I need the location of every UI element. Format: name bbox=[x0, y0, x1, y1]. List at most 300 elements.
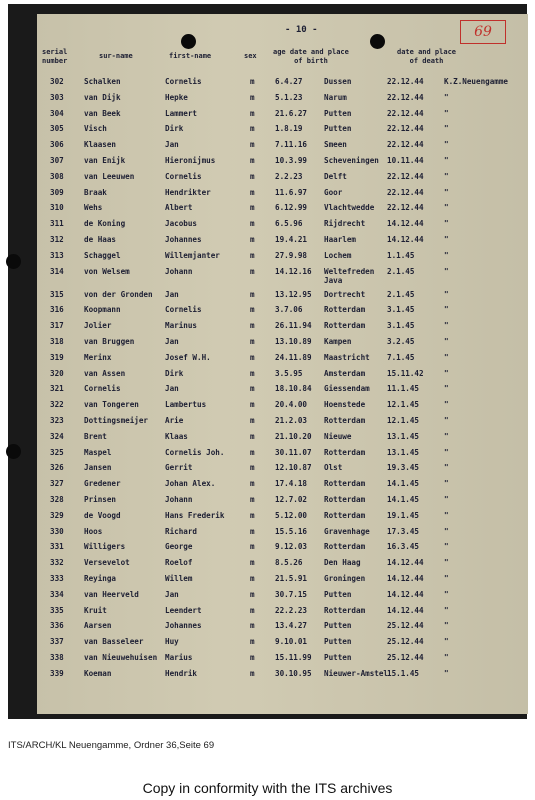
first-name-cell: Lambertus bbox=[165, 400, 207, 410]
birth-place-cell: Vlachtwedde bbox=[324, 203, 375, 213]
surname-cell: Kruit bbox=[84, 605, 107, 615]
death-date-cell: 14.12.44 bbox=[387, 605, 424, 615]
death-place-cell: " bbox=[444, 124, 449, 134]
birth-place-cell: Smeen bbox=[324, 140, 347, 150]
surname-cell: Visch bbox=[84, 124, 107, 134]
death-date-cell: 22.12.44 bbox=[387, 108, 424, 118]
table-row bbox=[37, 266, 528, 285]
death-place-cell: " bbox=[444, 447, 449, 457]
page-number: - 10 - bbox=[285, 25, 318, 35]
table-row bbox=[37, 109, 528, 123]
death-place-cell: " bbox=[444, 416, 449, 425]
birth-place-cell: Maastricht bbox=[324, 352, 370, 362]
birth-date-cell: 2.2.23 bbox=[275, 171, 303, 181]
sex-cell: m bbox=[250, 384, 255, 394]
table-row bbox=[37, 219, 528, 233]
death-place-cell: " bbox=[444, 203, 449, 213]
table-row bbox=[37, 574, 528, 588]
birth-date-cell: 13.12.95 bbox=[275, 289, 312, 299]
sex-cell: m bbox=[250, 171, 255, 181]
birth-place-cell: Rotterdam bbox=[324, 305, 366, 315]
serial-number-cell: 335 bbox=[50, 605, 64, 615]
surname-cell: van Nieuwehuisen bbox=[84, 653, 158, 662]
death-date-cell: 15.1.45 bbox=[387, 668, 420, 678]
table-row bbox=[37, 542, 528, 556]
sex-cell: m bbox=[250, 637, 255, 647]
first-name-cell: Josef W.H. bbox=[165, 352, 211, 362]
first-name-cell: Johann bbox=[165, 495, 193, 504]
first-name-cell: Huy bbox=[165, 637, 179, 647]
surname-cell: Cornelis bbox=[84, 384, 121, 394]
archive-reference: ITS/ARCH/KL Neuengamme, Ordner 36,Seite 69 bbox=[8, 740, 215, 751]
death-date-cell: 19.3.45 bbox=[387, 463, 420, 473]
birth-date-cell: 5.1.23 bbox=[275, 92, 303, 102]
birth-place-cell: Kampen bbox=[324, 337, 352, 346]
table-row bbox=[37, 93, 528, 107]
surname-cell: Jolier bbox=[84, 321, 112, 331]
death-date-cell: 22.12.44 bbox=[387, 171, 424, 181]
first-name-cell: Richard bbox=[165, 526, 198, 536]
first-name-cell: Jan bbox=[165, 289, 179, 299]
death-date-cell: 22.12.44 bbox=[387, 92, 424, 102]
first-name-cell: Klaas bbox=[165, 431, 188, 441]
sex-cell: m bbox=[250, 235, 255, 244]
death-place-cell: " bbox=[444, 463, 449, 473]
table-row bbox=[37, 290, 528, 304]
death-place-cell: " bbox=[444, 653, 449, 662]
death-date-cell: 14.12.44 bbox=[387, 589, 424, 599]
first-name-cell: Gerrit bbox=[165, 463, 193, 473]
sex-cell: m bbox=[250, 416, 255, 425]
serial-number-cell: 308 bbox=[50, 171, 64, 181]
sex-cell: m bbox=[250, 589, 255, 599]
sex-cell: m bbox=[250, 621, 255, 631]
death-place-cell: K.Z.Neuengamme bbox=[444, 77, 509, 86]
serial-number-cell: 339 bbox=[50, 668, 64, 678]
sex-cell: m bbox=[250, 187, 255, 197]
death-date-cell: 14.1.45 bbox=[387, 495, 420, 504]
surname-cell: van Assen bbox=[84, 368, 126, 378]
serial-number-cell: 332 bbox=[50, 558, 64, 568]
death-date-cell: 14.12.44 bbox=[387, 558, 424, 568]
death-date-cell: 14.12.44 bbox=[387, 219, 424, 229]
surname-cell: von Welsem bbox=[84, 266, 130, 276]
death-date-cell: 22.12.44 bbox=[387, 203, 424, 213]
table-row bbox=[37, 156, 528, 170]
first-name-cell: Johannes bbox=[165, 235, 202, 244]
birth-date-cell: 20.4.00 bbox=[275, 400, 308, 410]
death-place-cell: " bbox=[444, 92, 449, 102]
birth-date-cell: 12.7.02 bbox=[275, 495, 308, 504]
birth-place-cell: Putten bbox=[324, 108, 352, 118]
table-row bbox=[37, 463, 528, 477]
death-place-cell: " bbox=[444, 510, 449, 520]
death-date-cell: 25.12.44 bbox=[387, 621, 424, 631]
first-name-cell: Dirk bbox=[165, 368, 184, 378]
surname-cell: Koeman bbox=[84, 668, 112, 678]
serial-number-cell: 309 bbox=[50, 187, 64, 197]
death-place-cell: " bbox=[444, 187, 449, 197]
death-place-cell: " bbox=[444, 668, 449, 678]
sex-cell: m bbox=[250, 337, 255, 346]
birth-date-cell: 21.5.91 bbox=[275, 574, 308, 583]
birth-date-cell: 8.5.26 bbox=[275, 558, 303, 568]
header-death: date and place of death bbox=[397, 48, 457, 65]
serial-number-cell: 304 bbox=[50, 108, 64, 118]
serial-number-cell: 334 bbox=[50, 589, 64, 599]
death-date-cell: 3.2.45 bbox=[387, 337, 415, 346]
death-date-cell: 12.1.45 bbox=[387, 416, 420, 425]
surname-cell: van Enijk bbox=[84, 156, 126, 165]
birth-date-cell: 9.12.03 bbox=[275, 542, 308, 552]
sex-cell: m bbox=[250, 219, 255, 229]
birth-place-cell: Nieuwer-Amstel bbox=[324, 668, 389, 678]
birth-date-cell: 12.10.87 bbox=[275, 463, 312, 473]
birth-date-cell: 22.2.23 bbox=[275, 605, 308, 615]
surname-cell: de Voogd bbox=[84, 510, 121, 520]
sex-cell: m bbox=[250, 305, 255, 315]
birth-date-cell: 6.5.96 bbox=[275, 219, 303, 229]
table-row bbox=[37, 172, 528, 186]
death-place-cell: " bbox=[444, 479, 449, 489]
serial-number-cell: 333 bbox=[50, 574, 64, 583]
surname-cell: Schaggel bbox=[84, 250, 121, 260]
first-name-cell: Jan bbox=[165, 140, 179, 150]
death-place-cell: " bbox=[444, 637, 449, 647]
birth-place-cell: Rotterdam bbox=[324, 510, 366, 520]
table-row bbox=[37, 637, 528, 651]
table-row bbox=[37, 337, 528, 351]
death-place-cell: " bbox=[444, 352, 449, 362]
death-place-cell: " bbox=[444, 266, 449, 276]
serial-number-cell: 311 bbox=[50, 219, 64, 229]
death-date-cell: 15.11.42 bbox=[387, 368, 424, 378]
birth-date-cell: 6.12.99 bbox=[275, 203, 308, 213]
death-place-cell: " bbox=[444, 250, 449, 260]
death-place-cell: " bbox=[444, 558, 449, 568]
birth-place-cell: Rijdrecht bbox=[324, 219, 366, 229]
death-date-cell: 3.1.45 bbox=[387, 321, 415, 331]
table-row bbox=[37, 124, 528, 138]
table-row bbox=[37, 669, 528, 683]
sex-cell: m bbox=[250, 250, 255, 260]
sex-cell: m bbox=[250, 447, 255, 457]
serial-number-cell: 323 bbox=[50, 416, 64, 425]
birth-date-cell: 13.4.27 bbox=[275, 621, 308, 631]
birth-date-cell: 19.4.21 bbox=[275, 235, 308, 244]
birth-date-cell: 17.4.18 bbox=[275, 479, 308, 489]
death-place-cell: " bbox=[444, 140, 449, 150]
first-name-cell: Jan bbox=[165, 589, 179, 599]
first-name-cell: Jan bbox=[165, 384, 179, 394]
punch-hole bbox=[181, 34, 196, 49]
death-date-cell: 1.1.45 bbox=[387, 250, 415, 260]
first-name-cell: Cornelis bbox=[165, 305, 202, 315]
sex-cell: m bbox=[250, 605, 255, 615]
surname-cell: Versevelot bbox=[84, 558, 130, 568]
birth-place-cell: Rotterdam bbox=[324, 605, 366, 615]
death-place-cell: " bbox=[444, 171, 449, 181]
header-surname: sur-name bbox=[99, 52, 133, 60]
surname-cell: Braak bbox=[84, 187, 107, 197]
birth-place-cell: Groningen bbox=[324, 574, 366, 583]
birth-place-cell: Giessendam bbox=[324, 384, 370, 394]
birth-place-cell: Nieuwe bbox=[324, 431, 352, 441]
birth-place-cell: Delft bbox=[324, 171, 347, 181]
birth-place-cell: Putten bbox=[324, 621, 352, 631]
birth-place-cell: Haarlem bbox=[324, 235, 357, 244]
birth-place-cell: Putten bbox=[324, 653, 352, 662]
sex-cell: m bbox=[250, 400, 255, 410]
death-place-cell: " bbox=[444, 431, 449, 441]
birth-place-cell: Olst bbox=[324, 463, 343, 473]
sex-cell: m bbox=[250, 92, 255, 102]
sex-cell: m bbox=[250, 574, 255, 583]
first-name-cell: Leendert bbox=[165, 605, 202, 615]
sex-cell: m bbox=[250, 77, 255, 86]
death-place-cell: " bbox=[444, 542, 449, 552]
first-name-cell: Cornelis bbox=[165, 171, 202, 181]
death-place-cell: " bbox=[444, 337, 449, 346]
serial-number-cell: 321 bbox=[50, 384, 64, 394]
serial-number-cell: 306 bbox=[50, 140, 64, 150]
first-name-cell: Hendrik bbox=[165, 668, 198, 678]
serial-number-cell: 318 bbox=[50, 337, 64, 346]
serial-number-cell: 329 bbox=[50, 510, 64, 520]
surname-cell: von der Gronden bbox=[84, 289, 153, 299]
surname-cell: van Heerveld bbox=[84, 589, 139, 599]
surname-cell: de Haas bbox=[84, 235, 117, 244]
surname-cell: de Koning bbox=[84, 219, 126, 229]
surname-cell: van Tongeren bbox=[84, 400, 139, 410]
first-name-cell: Hieronijmus bbox=[165, 156, 216, 165]
serial-number-cell: 315 bbox=[50, 289, 64, 299]
sex-cell: m bbox=[250, 140, 255, 150]
table-row bbox=[37, 432, 528, 446]
birth-date-cell: 13.10.89 bbox=[275, 337, 312, 346]
birth-date-cell: 21.6.27 bbox=[275, 108, 308, 118]
first-name-cell: Lammert bbox=[165, 108, 198, 118]
first-name-cell: Johan Alex. bbox=[165, 479, 216, 489]
serial-number-cell: 331 bbox=[50, 542, 64, 552]
sex-cell: m bbox=[250, 479, 255, 489]
first-name-cell: Hans Frederik bbox=[165, 510, 225, 520]
serial-number-cell: 314 bbox=[50, 266, 64, 276]
death-place-cell: " bbox=[444, 526, 449, 536]
first-name-cell: Willem bbox=[165, 574, 193, 583]
serial-number-cell: 338 bbox=[50, 653, 64, 662]
birth-place-cell: Weltefreden Java bbox=[324, 266, 375, 285]
surname-cell: Dottingsmeijer bbox=[84, 416, 149, 425]
birth-place-cell: Rotterdam bbox=[324, 542, 366, 552]
birth-place-cell: Rotterdam bbox=[324, 479, 366, 489]
table-row bbox=[37, 527, 528, 541]
birth-date-cell: 15.5.16 bbox=[275, 526, 308, 536]
birth-date-cell: 3.7.06 bbox=[275, 305, 303, 315]
serial-number-cell: 336 bbox=[50, 621, 64, 631]
punch-hole bbox=[370, 34, 385, 49]
surname-cell: van Basseleer bbox=[84, 637, 144, 647]
table-row bbox=[37, 495, 528, 509]
table-row bbox=[37, 140, 528, 154]
header-first-name: first-name bbox=[169, 52, 212, 60]
birth-date-cell: 24.11.89 bbox=[275, 352, 312, 362]
birth-date-cell: 30.7.15 bbox=[275, 589, 308, 599]
first-name-cell: Cornelis bbox=[165, 77, 202, 86]
serial-number-cell: 316 bbox=[50, 305, 64, 315]
birth-place-cell: Gravenhage bbox=[324, 526, 370, 536]
death-date-cell: 14.12.44 bbox=[387, 574, 424, 583]
surname-cell: Reyinga bbox=[84, 574, 117, 583]
birth-place-cell: Scheveningen bbox=[324, 156, 379, 165]
archive-number-stamp: 69 bbox=[460, 20, 506, 44]
table-row bbox=[37, 353, 528, 367]
surname-cell: van Beek bbox=[84, 108, 121, 118]
surname-cell: Merinx bbox=[84, 352, 112, 362]
table-row bbox=[37, 400, 528, 414]
sex-cell: m bbox=[250, 266, 255, 276]
death-place-cell: " bbox=[444, 384, 449, 394]
serial-number-cell: 324 bbox=[50, 431, 64, 441]
punch-hole bbox=[6, 444, 21, 459]
death-place-cell: " bbox=[444, 495, 449, 504]
death-place-cell: " bbox=[444, 400, 449, 410]
death-place-cell: " bbox=[444, 108, 449, 118]
birth-place-cell: Putten bbox=[324, 124, 352, 134]
sex-cell: m bbox=[250, 542, 255, 552]
birth-place-cell: Putten bbox=[324, 589, 352, 599]
table-row bbox=[37, 621, 528, 635]
serial-number-cell: 302 bbox=[50, 77, 64, 86]
surname-cell: van Dijk bbox=[84, 92, 121, 102]
sex-cell: m bbox=[250, 653, 255, 662]
death-date-cell: 13.1.45 bbox=[387, 447, 420, 457]
serial-number-cell: 327 bbox=[50, 479, 64, 489]
surname-cell: van Leeuwen bbox=[84, 171, 135, 181]
death-place-cell: " bbox=[444, 289, 449, 299]
sex-cell: m bbox=[250, 203, 255, 213]
birth-place-cell: Dussen bbox=[324, 77, 352, 86]
birth-place-cell: Goor bbox=[324, 187, 343, 197]
birth-date-cell: 27.9.98 bbox=[275, 250, 308, 260]
death-date-cell: 22.12.44 bbox=[387, 124, 424, 134]
death-date-cell: 13.1.45 bbox=[387, 431, 420, 441]
birth-date-cell: 15.11.99 bbox=[275, 653, 312, 662]
birth-date-cell: 1.8.19 bbox=[275, 124, 303, 134]
table-row bbox=[37, 558, 528, 572]
surname-cell: Maspel bbox=[84, 447, 112, 457]
surname-cell: van Bruggen bbox=[84, 337, 135, 346]
death-place-cell: " bbox=[444, 368, 449, 378]
sex-cell: m bbox=[250, 289, 255, 299]
table-row bbox=[37, 653, 528, 667]
death-date-cell: 10.11.44 bbox=[387, 156, 424, 165]
first-name-cell: Dirk bbox=[165, 124, 184, 134]
birth-date-cell: 18.10.84 bbox=[275, 384, 312, 394]
birth-place-cell: Narum bbox=[324, 92, 347, 102]
birth-place-cell: Lochem bbox=[324, 250, 352, 260]
sex-cell: m bbox=[250, 321, 255, 331]
birth-date-cell: 30.11.07 bbox=[275, 447, 312, 457]
birth-place-cell: Rotterdam bbox=[324, 321, 366, 331]
birth-date-cell: 3.5.95 bbox=[275, 368, 303, 378]
birth-date-cell: 11.6.97 bbox=[275, 187, 308, 197]
death-date-cell: 16.3.45 bbox=[387, 542, 420, 552]
birth-place-cell: Den Haag bbox=[324, 558, 361, 568]
first-name-cell: Jacobus bbox=[165, 219, 198, 229]
sex-cell: m bbox=[250, 510, 255, 520]
serial-number-cell: 325 bbox=[50, 447, 64, 457]
death-place-cell: " bbox=[444, 321, 449, 331]
death-place-cell: " bbox=[444, 156, 449, 165]
birth-date-cell: 21.2.03 bbox=[275, 416, 308, 425]
death-place-cell: " bbox=[444, 589, 449, 599]
table-row bbox=[37, 235, 528, 249]
surname-cell: Hoos bbox=[84, 526, 103, 536]
first-name-cell: George bbox=[165, 542, 193, 552]
table-row bbox=[37, 384, 528, 398]
sex-cell: m bbox=[250, 352, 255, 362]
sex-cell: m bbox=[250, 108, 255, 118]
serial-number-cell: 317 bbox=[50, 321, 64, 331]
birth-place-cell: Rotterdam bbox=[324, 495, 366, 504]
first-name-cell: Jan bbox=[165, 337, 179, 346]
sex-cell: m bbox=[250, 526, 255, 536]
first-name-cell: Willemjanter bbox=[165, 250, 220, 260]
birth-date-cell: 10.3.99 bbox=[275, 156, 308, 165]
death-date-cell: 19.1.45 bbox=[387, 510, 420, 520]
first-name-cell: Johann bbox=[165, 266, 193, 276]
surname-cell: Koopmann bbox=[84, 305, 121, 315]
table-row bbox=[37, 416, 528, 430]
serial-number-cell: 305 bbox=[50, 124, 64, 134]
first-name-cell: Marinus bbox=[165, 321, 198, 331]
birth-date-cell: 21.10.20 bbox=[275, 431, 312, 441]
first-name-cell: Johannes bbox=[165, 621, 202, 631]
death-place-cell: " bbox=[444, 235, 449, 244]
table-row bbox=[37, 511, 528, 525]
first-name-cell: Arie bbox=[165, 416, 184, 425]
surname-cell: Gredener bbox=[84, 479, 121, 489]
sex-cell: m bbox=[250, 558, 255, 568]
serial-number-cell: 303 bbox=[50, 92, 64, 102]
birth-place-cell: Hoenstede bbox=[324, 400, 366, 410]
first-name-cell: Marius bbox=[165, 653, 193, 662]
death-date-cell: 25.12.44 bbox=[387, 637, 424, 647]
surname-cell: Willigers bbox=[84, 542, 126, 552]
serial-number-cell: 310 bbox=[50, 203, 64, 213]
birth-place-cell: Amsterdam bbox=[324, 368, 366, 378]
table-row bbox=[37, 203, 528, 217]
surname-cell: Wehs bbox=[84, 203, 103, 213]
sex-cell: m bbox=[250, 431, 255, 441]
surname-cell: Prinsen bbox=[84, 495, 117, 504]
death-date-cell: 17.3.45 bbox=[387, 526, 420, 536]
surname-cell: Klaasen bbox=[84, 140, 117, 150]
sex-cell: m bbox=[250, 124, 255, 134]
table-row bbox=[37, 606, 528, 620]
table-row bbox=[37, 479, 528, 493]
serial-number-cell: 320 bbox=[50, 368, 64, 378]
death-place-cell: " bbox=[444, 219, 449, 229]
birth-date-cell: 7.11.16 bbox=[275, 140, 308, 150]
first-name-cell: Cornelis Joh. bbox=[165, 447, 225, 457]
birth-date-cell: 5.12.00 bbox=[275, 510, 308, 520]
death-date-cell: 22.12.44 bbox=[387, 77, 424, 86]
serial-number-cell: 312 bbox=[50, 235, 64, 244]
table-row bbox=[37, 321, 528, 335]
death-date-cell: 2.1.45 bbox=[387, 266, 415, 276]
